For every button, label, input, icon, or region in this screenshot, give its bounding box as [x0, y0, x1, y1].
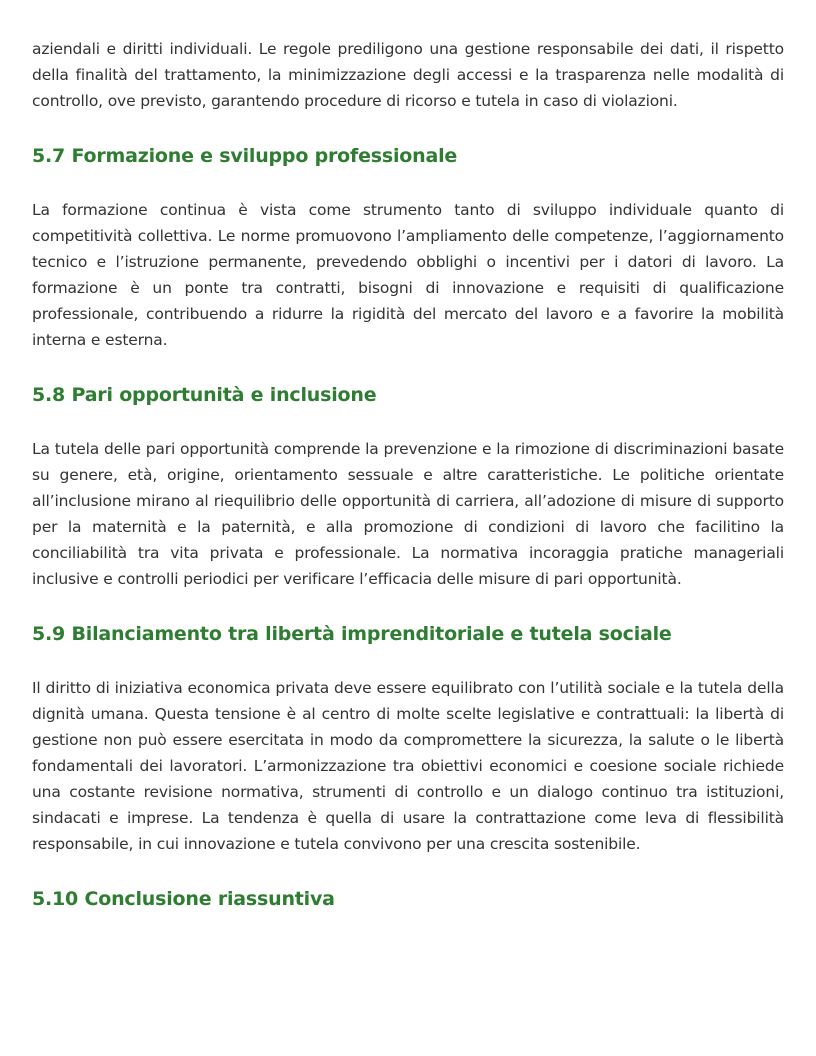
document-page: [32, 36, 784, 912]
section-body-5-7: La formazione continua è vista come strumento tanto di sviluppo individuale quanto di competitività collettiva. Le norme promuovono l’ampliamento delle competenze, l’aggiornamento tecnico e l’istruzione permanente, prevedendo obblighi o incentivi per i datori di lavoro. La formazione è un ponte tra contratti, bisogni di innovazione e requisiti di qualificazione professionale, contribuendo a ridurre la rigidità del mercato del lavoro e a favorire la mobilità interna e esterna.: [32, 201, 784, 349]
intro-paragraph: aziendali e diritti individuali. Le regole prediligono una gestione responsabile dei dati, il rispetto della finalità del trattamento, la minimizzazione degli accessi e la trasparenza nelle modalità di controllo, ove previsto, garantendo procedure di ricorso e tutela in caso di violazioni.: [32, 40, 784, 110]
section-heading-5-8: 5.8 Pari opportunità e inclusione: [32, 384, 377, 406]
section-body-5-8: La tutela delle pari opportunità comprende la prevenzione e la rimozione di discriminazioni basate su genere, età, origine, orientamento sessuale e altre caratteristiche. Le politiche orientate all’inclusione mirano al riequilibrio delle opportunità di carriera, all’adozione di misure di supporto per la maternità e la paternità, e alla promozione di condizioni di lavoro che facilitino la conciliabilità tra vita privata e professionale. La normativa incoraggia pratiche manageriali inclusive e controlli periodici per verificare l’efficacia delle misure di pari opportunità.: [32, 440, 784, 588]
section-heading-5-7: 5.7 Formazione e sviluppo professionale: [32, 145, 458, 167]
section-heading-5-10: 5.10 Conclusione riassuntiva: [32, 888, 335, 910]
section-heading-5-9: 5.9 Bilanciamento tra libertà imprenditoriale e tutela sociale: [32, 623, 672, 645]
section-body-5-9: Il diritto di iniziativa economica privata deve essere equilibrato con l’utilità sociale e la tutela della dignità umana. Questa tensione è al centro di molte scelte legislative e contrattuali: la libertà di gestione non può essere esercitata in modo da compromettere la sicurezza, la salute o le libertà fondamentali dei lavoratori. L’armonizzazione tra obiettivi economici e coesione sociale richiede una costante revisione normativa, strumenti di controllo e un dialogo continuo tra istituzioni, sindacati e imprese. La tendenza è quella di usare la contrattazione come leva di flessibilità responsabile, in cui innovazione e tutela convivono per una crescita sostenibile.: [32, 679, 784, 853]
